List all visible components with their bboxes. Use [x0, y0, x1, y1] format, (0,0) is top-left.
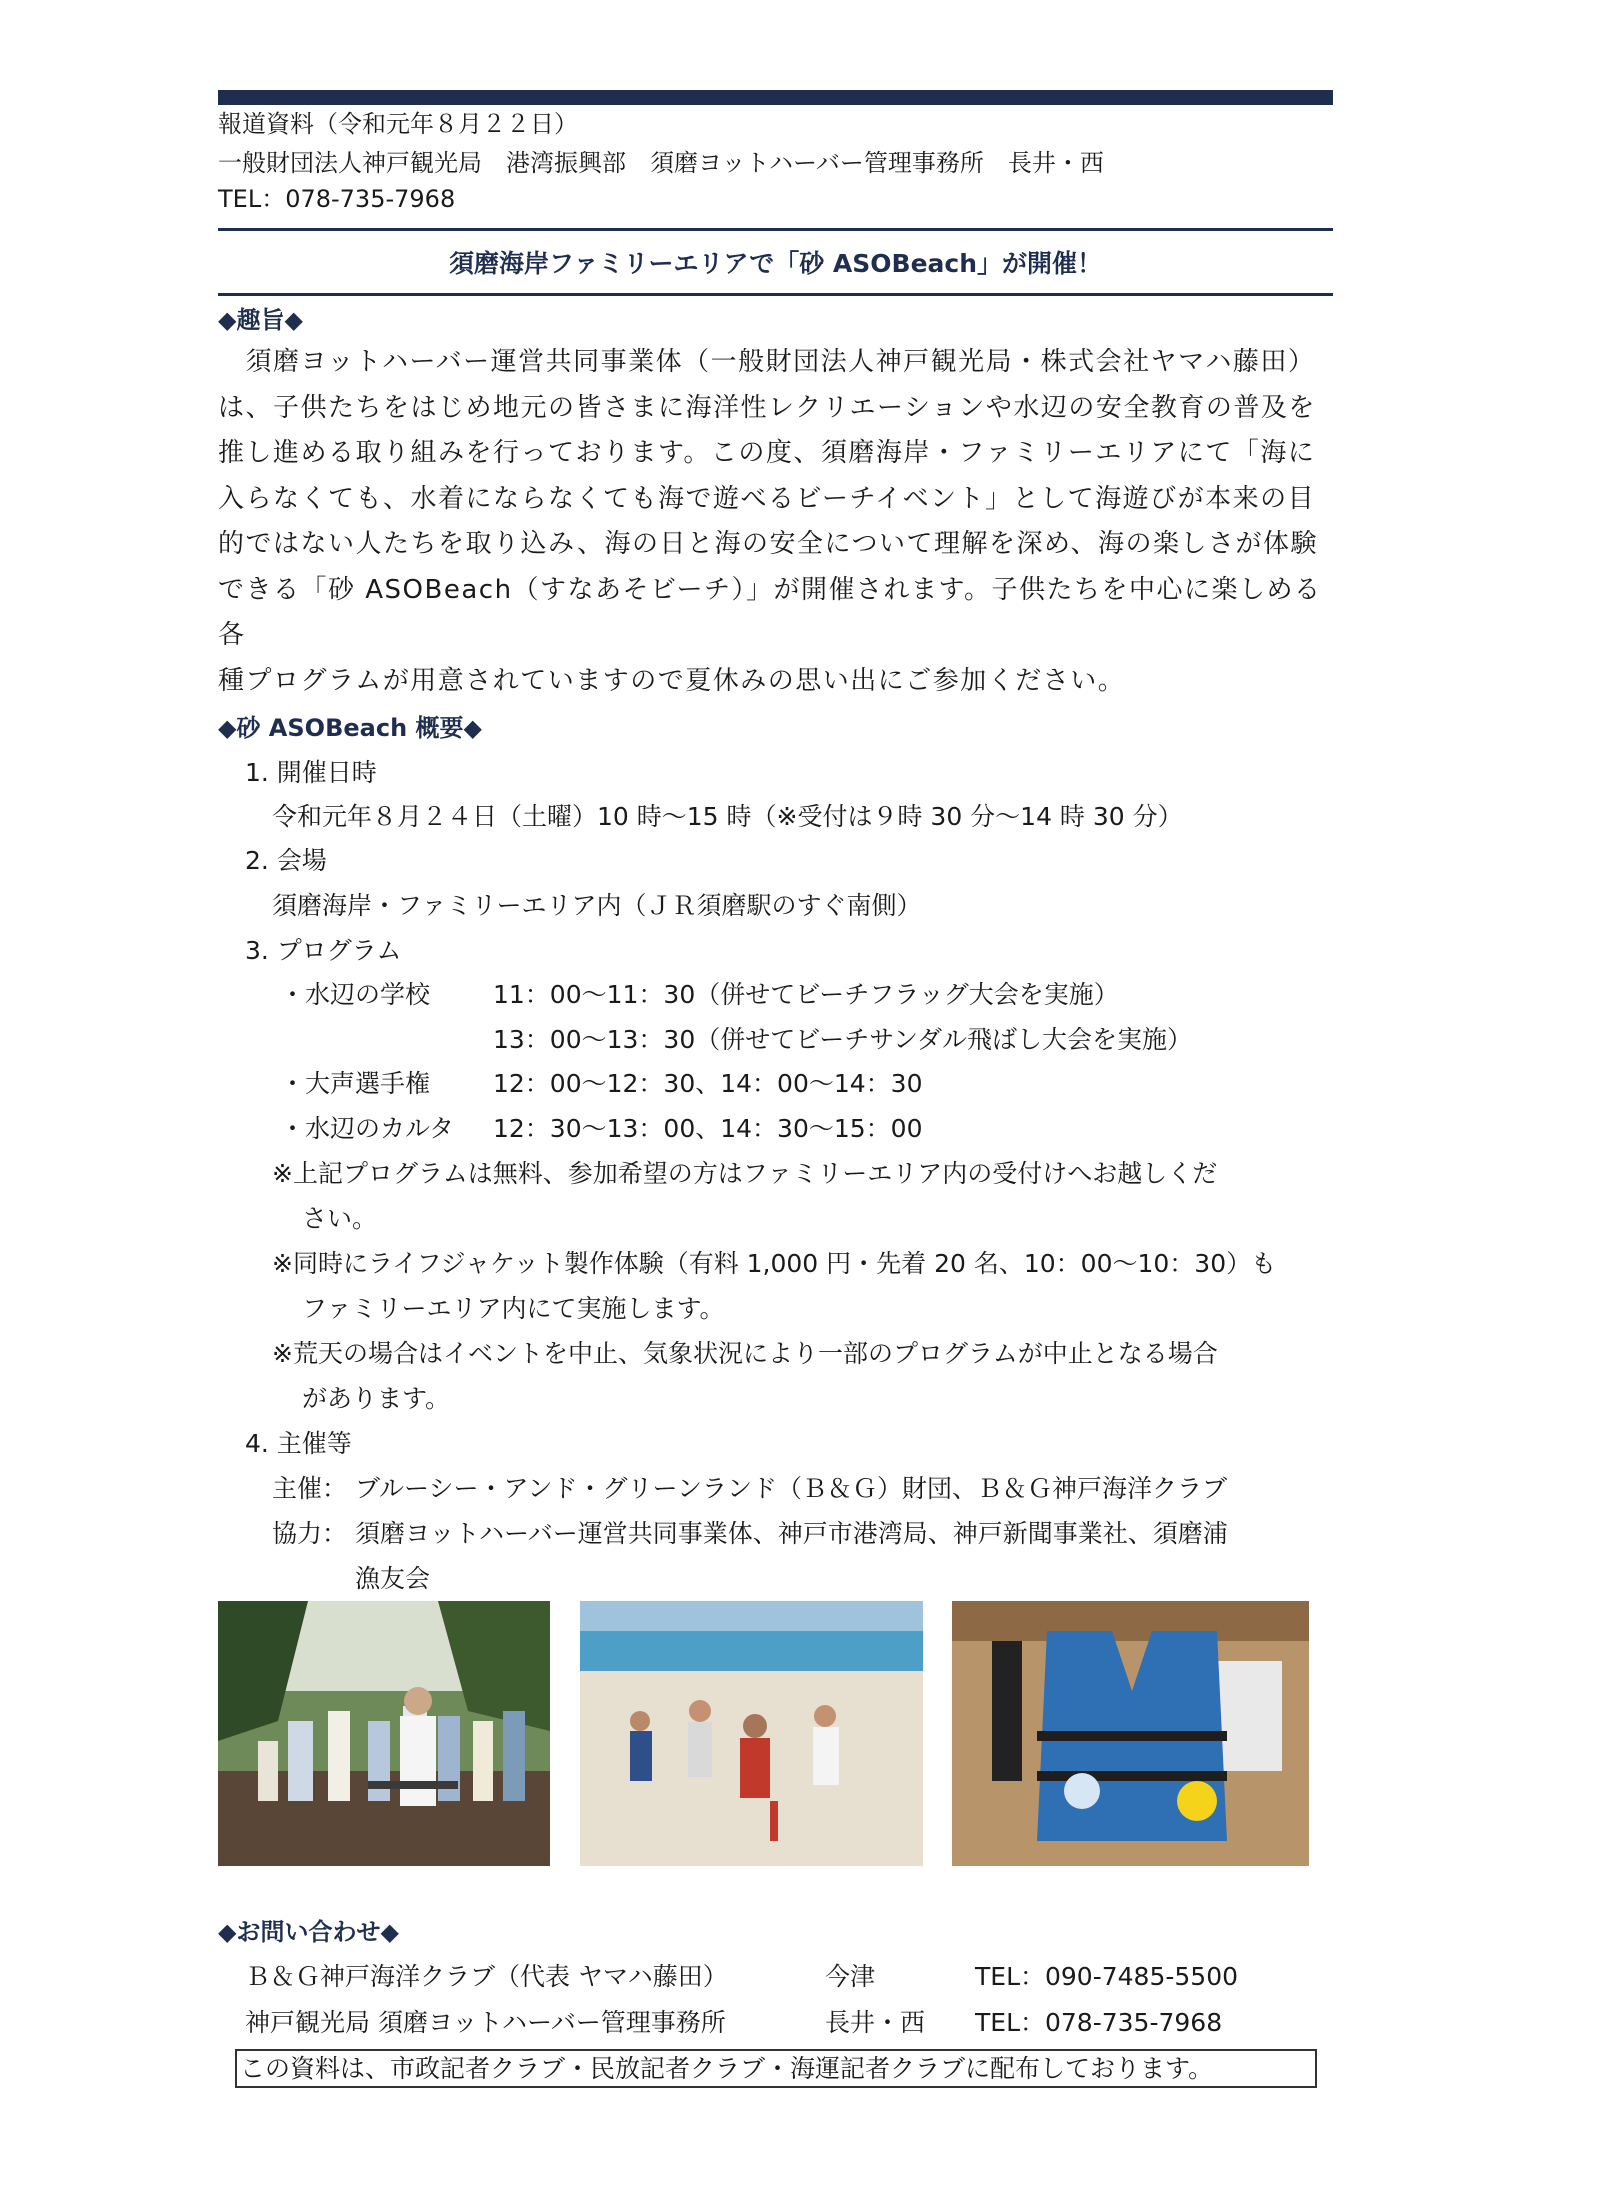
contact-org: 神戸観光局 須磨ヨットハーバー管理事務所: [245, 2008, 726, 2037]
title-divider: [218, 293, 1333, 296]
purpose-line: 須磨ヨットハーバー運営共同事業体（一般財団法人神戸観光局・株式会社ヤマハ藤田）: [218, 347, 1316, 377]
venue-value: 須磨海岸・ファミリーエリア内（ＪＲ須磨駅のすぐ南側）: [272, 891, 922, 920]
program-time: 11：00～11：30（併せてビーチフラッグ大会を実施）: [493, 980, 1119, 1009]
contact-person: 今津: [825, 1962, 876, 1991]
program-name: ・水辺のカルタ: [280, 1114, 455, 1143]
program-label: 3. プログラム: [245, 936, 402, 965]
date-label: 1. 開催日時: [245, 758, 377, 787]
contact-tel: TEL：078-735-7968: [975, 2008, 1223, 2037]
contact-person: 長井・西: [825, 2008, 926, 2037]
event-photo-beach-flags: [580, 1601, 923, 1866]
purpose-line: 種プログラムが用意されていますので夏休みの思い出にご参加ください。: [218, 665, 1126, 696]
program-time: 13：00～13：30（併せてビーチサンダル飛ばし大会を実施）: [493, 1025, 1192, 1054]
overview-heading: ◆砂 ASOBeach 概要◆: [218, 714, 482, 742]
purpose-line: できる「砂 ASOBeach（すなあそビーチ）」が開催されます。子供たちを中心に楽しめる各: [218, 574, 1322, 650]
purpose-heading: ◆趣旨◆: [218, 306, 303, 334]
cooperation-value-cont: 漁友会: [355, 1564, 431, 1593]
header-divider: [218, 228, 1333, 231]
issuer-tel: TEL：078-735-7968: [218, 185, 456, 213]
purpose-line: 入らなくても、水着にならなくても海で遊べるビーチイベント」として海遊びが本来の目: [218, 483, 1316, 514]
date-value: 令和元年８月２４日（土曜）10 時～15 時（※受付は９時 30 分～14 時 30 分）: [272, 802, 1183, 831]
note-line: があります。: [302, 1384, 451, 1413]
purpose-line: 的ではない人たちを取り込み、海の日と海の安全について理解を深め、海の楽しさが体験: [218, 529, 1319, 559]
program-name: ・水辺の学校: [280, 980, 431, 1009]
venue-label: 2. 会場: [245, 846, 327, 875]
issuer-line: 一般財団法人神戸観光局 港湾振興部 須磨ヨットハーバー管理事務所 長井・西: [218, 149, 1104, 177]
event-photo-loudspeaker: [218, 1601, 550, 1866]
program-time: 12：00～12：30、14：00～14：30: [493, 1069, 923, 1098]
note-line: ファミリーエリア内にて実施します。: [302, 1294, 725, 1323]
contact-tel: TEL：090-7485-5500: [975, 1962, 1239, 1991]
contact-org: Ｂ＆Ｇ神戸海洋クラブ（代表 ヤマハ藤田）: [245, 1962, 728, 1991]
press-release-date: 報道資料（令和元年８月２２日）: [218, 110, 578, 138]
note-line: ※荒天の場合はイベントを中止、気象状況により一部のプログラムが中止となる場合: [272, 1339, 1218, 1368]
event-photo-life-jacket: [952, 1601, 1309, 1866]
purpose-paragraph: [218, 340, 1333, 704]
note-line: ※同時にライフジャケット製作体験（有料 1,000 円・先着 20 名、10：00～10：30）も: [272, 1249, 1277, 1278]
document-title: 須磨海岸ファミリーエリアで「砂 ASOBeach」が開催！: [448, 249, 1103, 278]
program-time: 12：30～13：00、14：30～15：00: [493, 1114, 923, 1143]
distribution-notice: この資料は、市政記者クラブ・民放記者クラブ・海運記者クラブに配布しております。: [235, 2049, 1317, 2088]
organizers-label: 4. 主催等: [245, 1429, 352, 1458]
program-name: ・大声選手権: [280, 1069, 431, 1098]
cooperation-value: 須磨ヨットハーバー運営共同事業体、神戸市港湾局、神戸新聞事業社、須磨浦: [355, 1519, 1228, 1548]
header-top-bar: [218, 90, 1333, 105]
note-line: ※上記プログラムは無料、参加希望の方はファミリーエリア内の受付けへお越しくだ: [272, 1159, 1218, 1188]
organizer-label: 主催：: [272, 1474, 348, 1503]
purpose-line: は、子供たちをはじめ地元の皆さまに海洋性レクリエーションや水辺の安全教育の普及を: [218, 392, 1316, 423]
contact-heading: ◆お問い合わせ◆: [218, 1918, 399, 1946]
organizer-value: ブルーシー・アンド・グリーンランド（Ｂ＆Ｇ）財団、Ｂ＆Ｇ神戸海洋クラブ: [355, 1474, 1228, 1503]
note-line: さい。: [302, 1204, 378, 1233]
cooperation-label: 協力：: [272, 1519, 348, 1548]
purpose-line: 推し進める取り組みを行っております。この度、須磨海岸・ファミリーエリアにて「海に: [218, 438, 1316, 468]
